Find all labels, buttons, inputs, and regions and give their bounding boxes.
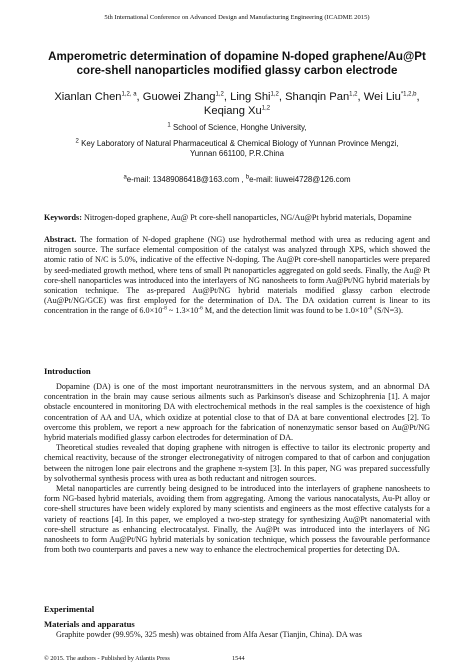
author-name: Shanqin Pan <box>285 91 350 103</box>
introduction-heading: Introduction <box>44 366 91 376</box>
author-line-1 <box>30 90 444 104</box>
keywords-text: Nitrogen-doped graphene, Au@ Pt core-shell nanoparticles, NG/Au@Pt hybrid materials, Dopamine <box>83 213 412 222</box>
intro-paragraph-2: Theoretical studies revealed that doping graphene with nitrogen is effective to tailor its electronic property and chemical reactivity, because of the stronger electronegativity of nitrogen compared to that of carbon and conjugation between the nitrogen lone pair electrons and the graphene π-system [3]. In this paper, NG was prepared successfully by solvothermal synthesis process with urea as both reductant and nitrogen sources. <box>44 443 430 483</box>
abstract-text: M, and the detection limit was found to be 1.0×10 <box>202 306 368 316</box>
abstract-text: (S/N=3). <box>372 306 403 316</box>
experimental-heading: Experimental <box>44 604 95 614</box>
title-line-2: core-shell nanoparticles modified glassy carbon electrode <box>76 64 398 77</box>
introduction-body <box>44 382 430 555</box>
experimental-paragraph: Graphite powder (99.95%, 325 mesh) was obtained from Alfa Aesar (Tianjin, China). DA was <box>56 630 362 639</box>
affiliation-1 <box>40 123 434 133</box>
author-sep: , <box>416 91 420 103</box>
email-sup: a <box>123 174 127 181</box>
keywords <box>44 213 430 223</box>
author-sup: 1,2, a <box>121 91 137 98</box>
title-line-1: Amperometric determination of dopamine N-doped graphene/Au@Pt <box>48 50 426 63</box>
abstract-exponent: -8 <box>162 305 167 312</box>
author-name: Guowei Zhang <box>142 91 216 103</box>
conference-header: 5th International Conference on Advanced Design and Manufacturing Engineering (ICADME 2015) <box>104 14 370 21</box>
affiliation-number: 1 <box>167 122 171 129</box>
author-name: Wei Liu <box>363 91 401 103</box>
author-sup: *1,2,b <box>400 91 417 98</box>
author-sup: 1,2 <box>261 105 271 112</box>
affiliation-2-line-2: Yunnan 661100, P.R.China <box>189 149 285 158</box>
author-sep: , <box>278 91 286 103</box>
intro-paragraph-1: Dopamine (DA) is one of the most important neurotransmitters in the nervous system, and an abnormal DA concentration in the brain may cause serious ailments such as Parkinson's disease and Schizophrenia [1]. A major obstacle encountered in monitoring DA with electrochemical methods in the real samples is the coexistence of high concentration of AA and UA, which oxidize at potential close to that of DA at bare conventional electrodes [2]. To overcome this problem, we report a new approach for the fabrication of nonenzymatic sensor based on Au@Pt/NG hybrid materials modified glassy carbon electrodes for determination of DA. <box>44 382 430 443</box>
email-sep: , <box>239 175 246 184</box>
affiliation-text: School of Science, Honghe University, <box>172 123 307 132</box>
email-sup: b <box>245 174 250 181</box>
paper-title <box>30 50 444 78</box>
author-name: Xianlan Chen <box>54 91 122 103</box>
author-name: Keqiang Xu <box>203 105 262 117</box>
abstract-text: The formation of N-doped graphene (NG) use hydrothermal method with urea as reducing agent and nitrogen source. The surface elemental composition of the catalyst was analyzed through XPS, which showed the atomic ratio of N/C is 5.0%, indicative of the effective N-doping. The Au@Pt core-shell nanoparticles were prepared by seed-mediated growth method, where tens of small Pt nanoparticles aggregated on gold seeds. Finally, the Au@ Pt core-shell nanoparticles was introduced into the interlayers of NG nanosheets to form Au@Pt/NG hybrid materials by sonication technique. The as-prepared Au@Pt/NG hybrid materials modified glassy carbon electrode (Au@Pt/NG/GCE) was first employed for the determination of DA. The DA oxidation current is linear to its concentration in the range of 6.0×10 <box>44 235 430 316</box>
email-a[interactable]: e-mail: 13489086418@163.com <box>126 175 240 184</box>
abstract-exponent: -6 <box>198 305 203 312</box>
author-sep: , <box>136 91 143 103</box>
materials-subheading: Materials and apparatus <box>44 619 135 629</box>
author-sup: 1,2 <box>270 91 279 98</box>
abstract-label: Abstract. <box>44 235 77 244</box>
affiliation-number: 2 <box>75 138 79 145</box>
author-sep: , <box>357 91 364 103</box>
abstract-exponent: -8 <box>367 305 373 312</box>
affiliation-text: Key Laboratory of Natural Pharmaceutical & Chemical Biology of Yunnan Province Mengzi, <box>81 139 399 148</box>
abstract <box>44 235 430 317</box>
affiliation-2 <box>40 139 434 159</box>
abstract-text: ~ 1.3×10 <box>166 306 199 316</box>
author-name: Ling Shi <box>230 91 271 103</box>
intro-paragraph-3: Metal nanoparticles are currently being designed to be introduced into the interlayers of graphene nanosheets to form NG-based hybrid materials, avoiding them from aggregating. Among the various nanocatalysts, Au-Pt alloy or core-shell structures have been widely explored by many scientists and engineers as the most effective catalysts for a variety of reactions [4]. In this paper, we employed a two-step strategy for synthesizing Au@Pt nanomaterial with core-shell structure as enhancing electrocatalyst. Finally, the Au@Pt was introduced into the interlayers of NG nanosheets to form Au@Pt/NG hybrid materials by sonication technique, which possess the favourable performance from both two counterparts and paves a new way to enhance the electrochemical properties for detecting DA. <box>44 484 430 555</box>
page-number: 1544 <box>232 655 245 662</box>
author-list <box>30 90 444 118</box>
author-line-2 <box>30 104 444 118</box>
affiliation-2-line-1 <box>40 139 434 149</box>
author-sep: , <box>223 91 231 103</box>
author-sup: 1,2 <box>349 91 358 98</box>
keywords-label: Keywords: <box>44 213 82 222</box>
footer-copyright: © 2015. The authors - Published by Atlantis Press <box>44 655 170 662</box>
email-line <box>40 175 434 184</box>
author-sup: 1,2 <box>215 91 224 98</box>
email-b[interactable]: e-mail: liuwei4728@126.com <box>249 175 351 184</box>
